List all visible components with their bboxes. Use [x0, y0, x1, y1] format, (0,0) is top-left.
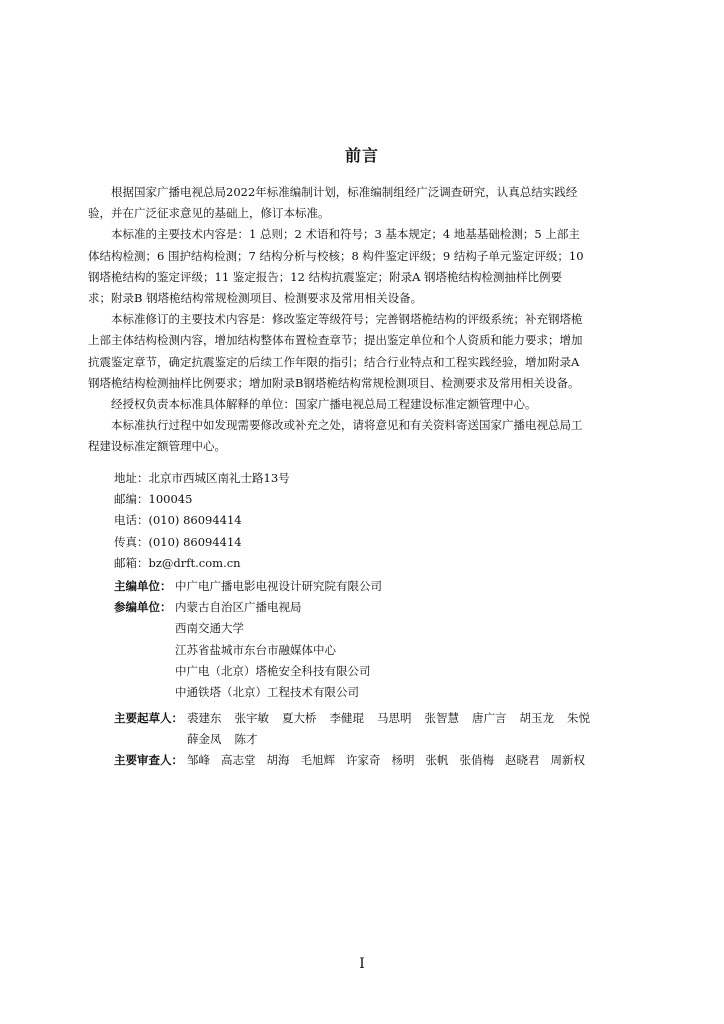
fax: 传真：(010) 86094414: [114, 534, 242, 549]
paragraph-line: 程建设标准定额管理中心。: [88, 439, 226, 454]
paragraph-line: 钢塔桅结构的鉴定评级；11 鉴定报告；12 结构抗震鉴定；附录A 钢塔桅结构检测抽样比例要: [88, 269, 563, 284]
contact-info: [114, 468, 290, 574]
paragraph-line: 上部主体结构检测内容，增加结构整体布置检查章节；提出鉴定单位和个人资质和能力要求；增加: [88, 333, 583, 348]
drafter-name: 夏大桥: [282, 711, 317, 725]
reviewer-name: 赵晓君: [505, 753, 540, 768]
reviewer-name: 邹峰: [187, 753, 210, 768]
reviewer-name: 胡海: [266, 753, 290, 768]
reviewer-name: 许家奇: [346, 753, 381, 768]
paragraph-line: 本标准的主要技术内容是：1 总则；2 术语和符号；3 基本规定；4 地基基础检测；5 上部主: [111, 227, 580, 242]
reviewers-row: [114, 750, 667, 771]
participating-unit-value: 内蒙古自治区广播电视局: [175, 600, 302, 615]
drafter-name: 唐广言: [472, 711, 507, 725]
paragraph-line: 根据国家广播电视总局2022年标准编制计划，标准编制组经广泛调查研究，认真总结实践经: [111, 185, 578, 199]
drafter-name: 张智慧: [424, 711, 459, 725]
drafter-name: 裘建东: [187, 711, 222, 725]
drafters-row: [114, 708, 667, 750]
drafter-name: 朱悦: [567, 711, 590, 725]
participating-unit-label: 参编单位：: [114, 600, 172, 615]
paragraph-2: [88, 224, 660, 309]
page-title: 前言: [344, 146, 379, 165]
reviewer-name: 杨明: [391, 753, 415, 768]
people-section: [114, 708, 667, 772]
reviewer-name: 张帆: [425, 753, 449, 768]
paragraph-line: 本标准执行过程中如发现需要修改或补充之处，请将意见和有关资料寄送国家广播电视总局工: [111, 418, 583, 433]
paragraph-line: 体结构检测；6 围护结构检测；7 结构分析与校核；8 构件鉴定评级；9 结构子单元鉴定评级；10: [88, 248, 584, 263]
participating-unit-value: 中广电（北京）塔桅安全科技有限公司: [175, 663, 371, 678]
paragraph-line: 经授权负责本标准具体解释的单位：国家广播电视总局工程建设标准定额管理中心。: [111, 397, 537, 412]
paragraph-line: 验，并在广泛征求意见的基础上，修订本标准。: [88, 206, 330, 221]
postcode: 邮编：100045: [114, 492, 193, 507]
paragraph-line: 抗震鉴定章节，确定抗震鉴定的后续工作年限的指引；结合行业特点和工程实践经验，增加附录A: [88, 354, 580, 369]
units-section: [114, 576, 382, 703]
page-number: I: [359, 956, 365, 972]
paragraph-line: 求；附录B 钢塔桅结构常规检测项目、检测要求及常用相关设备。: [88, 291, 423, 306]
preface-body: [88, 182, 660, 458]
drafters-names: [187, 708, 667, 750]
reviewer-name: 张俏梅: [459, 753, 494, 768]
paragraph-line: 钢塔桅结构检测抽样比例要求；增加附录B钢塔桅结构常规检测项目、检测要求及常用相关设备。: [88, 375, 580, 390]
participating-unit-value: 江苏省盐城市东台市融媒体中心: [175, 642, 336, 657]
address: 地址：北京市西城区南礼士路13号: [114, 471, 290, 485]
participating-unit-value: 中通铁塔（北京）工程技术有限公司: [175, 685, 359, 700]
reviewer-name: 毛旭辉: [300, 753, 335, 768]
chief-unit-value: 中广电广播电影电视设计研究院有限公司: [175, 579, 382, 593]
reviewers-label: 主要审查人：: [114, 753, 183, 768]
participating-unit-value: 西南交通大学: [175, 621, 244, 636]
drafter-name: 胡玉龙: [519, 711, 554, 725]
paragraph-5: [88, 415, 660, 457]
drafter-name: 李健琨: [329, 711, 364, 725]
chief-unit-label: 主编单位：: [114, 579, 172, 593]
email: 邮箱：bz@drft.com.cn: [114, 555, 241, 570]
paragraph-4: [88, 394, 660, 415]
drafter-name: 张宇敏: [234, 711, 269, 725]
reviewer-name: 周新权: [550, 753, 585, 768]
reviewers-names: [187, 750, 667, 771]
chief-unit-row: [114, 576, 382, 597]
phone: 电话：(010) 86094414: [114, 513, 242, 528]
participating-unit-row: [114, 597, 382, 618]
drafter-name: 马思明: [377, 711, 412, 725]
paragraph-3: [88, 309, 660, 394]
paragraph-line: 本标准修订的主要技术内容是：修改鉴定等级符号；完善钢塔桅结构的评级系统；补充钢塔桅: [111, 312, 583, 327]
drafter-name: 陈才: [234, 732, 258, 747]
paragraph-1: [88, 182, 660, 224]
drafter-name: 薛金凤: [187, 732, 222, 747]
drafters-label: 主要起草人：: [114, 711, 183, 725]
reviewer-name: 高志堂: [221, 753, 256, 768]
